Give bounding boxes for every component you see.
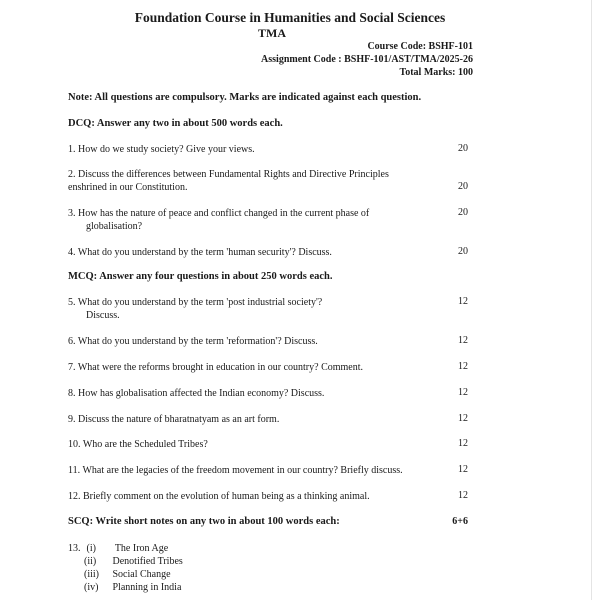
question-6 — [68, 335, 448, 348]
question-marks: 12 — [458, 361, 468, 372]
question-1 — [68, 143, 448, 156]
question-3 — [68, 207, 448, 220]
sub-item-number: (iv) — [84, 582, 99, 593]
sub-item-number: (iii) — [84, 569, 99, 580]
total-marks: Total Marks: 100 — [399, 67, 473, 78]
question-number: 9. — [68, 414, 76, 425]
question-text: Briefly comment on the evolution of human being as a thinking animal. — [83, 491, 370, 502]
question-text: How do we study society? Give your views. — [78, 144, 255, 155]
question-marks: 12 — [458, 490, 468, 501]
question-5-continued — [86, 309, 466, 322]
question-7 — [68, 361, 448, 374]
question-text: How has the nature of peace and conflict changed in the current phase of — [78, 208, 370, 219]
question-marks: 12 — [458, 296, 468, 307]
question-2 — [68, 168, 448, 181]
question-text: What do you understand by the term 'post industrial society'? — [77, 297, 323, 308]
question-text: What are the legacies of the freedom movement in our country? Briefly discuss. — [82, 465, 403, 476]
question-12 — [68, 490, 448, 503]
question-4 — [68, 246, 448, 259]
question-number: 13. — [68, 543, 81, 554]
sub-item-text: The Iron Age — [114, 543, 169, 554]
sub-item-text: Planning in India — [112, 582, 182, 593]
question-marks: 20 — [458, 181, 468, 192]
question-11 — [68, 464, 453, 477]
sub-item-text: Denotified Tribes — [112, 556, 183, 567]
question-5 — [68, 296, 448, 309]
question-number: 7. — [68, 362, 76, 373]
question-number: 6. — [68, 336, 76, 347]
question-marks: 12 — [458, 387, 468, 398]
sub-item-number: (ii) — [84, 556, 97, 567]
question-8 — [68, 387, 448, 400]
course-code: Course Code: BSHF-101 — [367, 41, 473, 52]
question-2-continued — [68, 181, 448, 194]
question-number: 1. — [68, 144, 76, 155]
question-number: 12. — [68, 491, 81, 502]
scq-heading: SCQ: Write short notes on any two in about 100 words each: — [68, 516, 340, 527]
question-13 — [68, 542, 168, 555]
question-text: Discuss the differences between Fundamental Rights and Directive Principles — [78, 169, 389, 180]
assignment-code: Assignment Code : BSHF-101/AST/TMA/2025-26 — [261, 54, 473, 65]
instructions-note: Note: All questions are compulsory. Marks are indicated against each question. — [68, 92, 422, 103]
document-subtitle: TMA — [258, 26, 286, 40]
mcq-heading: MCQ: Answer any four questions in about 250 words each. — [68, 271, 333, 282]
question-text: What do you understand by the term 'reformation'? Discuss. — [77, 336, 318, 347]
sub-item-number: (i) — [86, 543, 96, 554]
question-9 — [68, 413, 448, 426]
question-marks: 20 — [458, 207, 468, 218]
question-text: globalisation? — [86, 221, 143, 232]
question-number: 8. — [68, 388, 76, 399]
question-text: Discuss. — [86, 310, 120, 321]
question-number: 11. — [68, 465, 81, 476]
question-number: 5. — [68, 297, 76, 308]
sub-item — [84, 581, 181, 594]
question-marks: 12 — [458, 438, 468, 449]
sub-item — [84, 555, 183, 568]
question-number: 10. — [68, 439, 81, 450]
question-3-continued — [86, 220, 466, 233]
question-number: 3. — [68, 208, 76, 219]
dcq-heading: DCQ: Answer any two in about 500 words each. — [68, 118, 283, 129]
question-marks: 12 — [458, 464, 468, 475]
question-marks: 12 — [458, 335, 468, 346]
question-text: Who are the Scheduled Tribes? — [82, 439, 208, 450]
question-text: What were the reforms brought in education in our country? Comment. — [77, 362, 364, 373]
question-text: How has globalisation affected the Indian economy? Discuss. — [78, 388, 325, 399]
question-marks: 20 — [458, 246, 468, 257]
question-marks: 20 — [458, 143, 468, 154]
question-number: 4. — [68, 247, 76, 258]
question-marks: 12 — [458, 413, 468, 424]
sub-item-text: Social Change — [112, 569, 171, 580]
sub-item — [84, 568, 171, 581]
scq-marks: 6+6 — [452, 516, 468, 527]
question-text: What do you understand by the term 'human security'? Discuss. — [77, 247, 332, 258]
question-10 — [68, 438, 448, 451]
question-text: enshrined in our Constitution. — [68, 182, 188, 193]
question-text: Discuss the nature of bharatnatyam as an art form. — [78, 414, 280, 425]
document-title: Foundation Course in Humanities and Social Sciences — [134, 10, 446, 25]
question-number: 2. — [68, 169, 76, 180]
